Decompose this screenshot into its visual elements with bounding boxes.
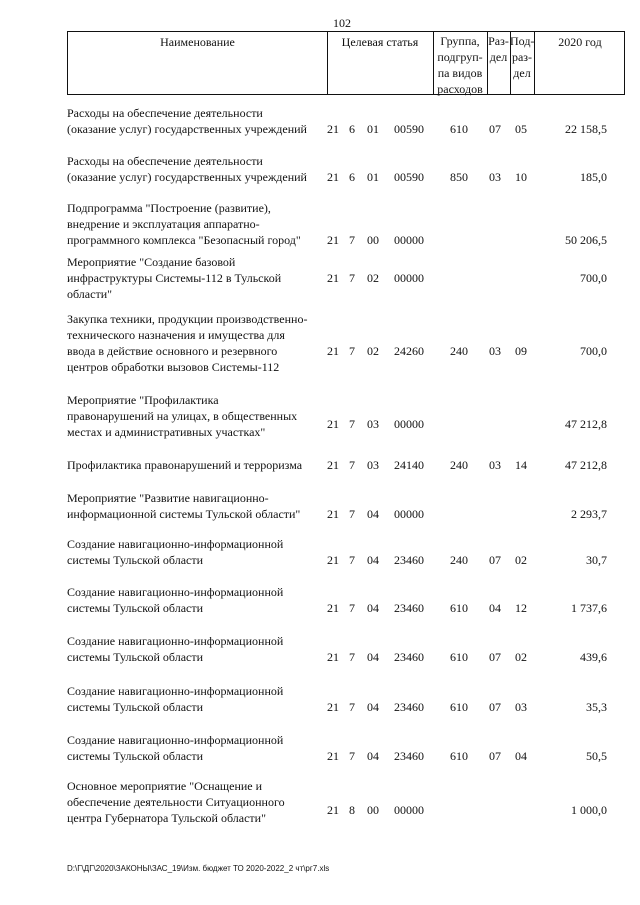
target-article-part: 21 <box>327 417 339 431</box>
amount-2020: 30,7 <box>586 553 607 567</box>
razdel: 07 <box>489 122 501 136</box>
row-name <box>67 778 327 826</box>
target-article-part: 21 <box>327 458 339 472</box>
target-article-part: 23460 <box>394 553 424 567</box>
target-article-part: 04 <box>367 749 379 763</box>
target-article-part: 21 <box>327 601 339 615</box>
row-name <box>67 633 327 665</box>
amount-2020: 185,0 <box>580 170 607 184</box>
amount-2020: 35,3 <box>586 700 607 714</box>
target-article-part: 00000 <box>394 803 424 817</box>
target-article-part: 6 <box>349 170 355 184</box>
podrazdel: 02 <box>515 650 527 664</box>
row-name-line: информационной системы Тульской области" <box>67 507 301 521</box>
row-name-line: инфраструктуры Системы-112 в Тульской <box>67 271 282 285</box>
row-name-line: системы Тульской области <box>67 650 204 664</box>
expense-group: 240 <box>450 458 468 472</box>
amount-2020: 50 206,5 <box>565 233 607 247</box>
row-name <box>67 254 327 302</box>
row-name-line: Создание навигационно-информационной <box>67 634 284 648</box>
target-article-part: 21 <box>327 803 339 817</box>
row-name-line: системы Тульской области <box>67 553 204 567</box>
row-name-line: Основное мероприятие "Оснащение и <box>67 779 263 793</box>
row-name <box>67 153 327 185</box>
row-name-line: Создание навигационно-информационной <box>67 537 284 551</box>
target-article-part: 04 <box>367 507 379 521</box>
header-podrazdel-line: раз- <box>511 50 533 64</box>
row-name-line: центра Губернатора Тульской области" <box>67 811 266 825</box>
podrazdel: 09 <box>515 344 527 358</box>
row-name-line: Расходы на обеспечение деятельности <box>67 154 263 168</box>
row-name <box>67 732 327 764</box>
row-name-line: Мероприятие "Профилактика <box>67 393 219 407</box>
target-article-part: 7 <box>349 344 355 358</box>
header-podrazdel-line: дел <box>513 66 531 80</box>
row-name-line: Профилактика правонарушений и терроризма <box>67 458 303 472</box>
header-name: Наименование <box>160 35 235 49</box>
razdel: 03 <box>489 458 501 472</box>
amount-2020: 47 212,8 <box>565 458 607 472</box>
target-article-part: 04 <box>367 650 379 664</box>
row-name-line: ввода в действие основного и резервного <box>67 344 278 358</box>
podrazdel: 12 <box>515 601 527 615</box>
podrazdel: 14 <box>515 458 527 472</box>
target-article-part: 23460 <box>394 601 424 615</box>
target-article-part: 00000 <box>394 507 424 521</box>
row-name <box>67 490 327 522</box>
target-article-part: 01 <box>367 122 379 136</box>
target-article-part: 02 <box>367 271 379 285</box>
target-article-part: 7 <box>349 700 355 714</box>
amount-2020: 2 293,7 <box>571 507 607 521</box>
razdel: 03 <box>489 344 501 358</box>
row-name-line: обеспечение деятельности Ситуационного <box>67 795 285 809</box>
row-name-line: центров обработки вызовов Системы-112 <box>67 360 280 374</box>
row-name-line: местах и административных участках" <box>67 425 266 439</box>
row-name-line: (оказание услуг) государственных учреждений <box>67 170 307 184</box>
row-name-line: системы Тульской области <box>67 700 204 714</box>
target-article-part: 00000 <box>394 417 424 431</box>
footer-file-path: D:\Г\ДГ\2020\ЗАКОНЫ\ЗАС_19\Изм. бюджет ТО 2020-2022_2 чт\рг7.xls <box>67 864 330 873</box>
target-article-part: 23460 <box>394 749 424 763</box>
row-name-line: Создание навигационно-информационной <box>67 733 284 747</box>
target-article-part: 21 <box>327 122 339 136</box>
page-number: 102 <box>333 16 351 30</box>
expense-group: 240 <box>450 344 468 358</box>
row-name <box>67 311 327 375</box>
target-article-part: 02 <box>367 344 379 358</box>
expense-group: 610 <box>450 749 468 763</box>
row-name-line: Создание навигационно-информационной <box>67 585 284 599</box>
row-name <box>67 200 327 248</box>
header-razdel-line: дел <box>489 50 508 64</box>
target-article-part: 21 <box>327 344 339 358</box>
header-razdel-line: Раз- <box>488 34 509 48</box>
amount-2020: 1 000,0 <box>571 803 607 817</box>
row-name-line: внедрение и эксплуатация аппаратно- <box>67 217 260 231</box>
podrazdel: 10 <box>515 170 527 184</box>
row-name-line: Закупка техники, продукции производственно- <box>67 312 308 326</box>
header-group-line: па видов <box>437 66 483 80</box>
target-article-part: 7 <box>349 749 355 763</box>
amount-2020: 47 212,8 <box>565 417 607 431</box>
amount-2020: 439,6 <box>580 650 607 664</box>
row-name <box>67 392 327 440</box>
header-year: 2020 год <box>558 35 602 49</box>
target-article-part: 7 <box>349 650 355 664</box>
podrazdel: 03 <box>515 700 527 714</box>
amount-2020: 700,0 <box>580 271 607 285</box>
header-podrazdel <box>510 32 534 94</box>
target-article-part: 24140 <box>394 458 424 472</box>
razdel: 07 <box>489 700 501 714</box>
target-article-part: 04 <box>367 700 379 714</box>
row-name <box>67 457 327 473</box>
row-name <box>67 536 327 568</box>
row-name-line: Подпрограмма "Построение (развитие), <box>67 201 271 215</box>
expense-group: 610 <box>450 601 468 615</box>
row-name-line: (оказание услуг) государственных учреждений <box>67 122 307 136</box>
target-article-part: 00590 <box>394 170 424 184</box>
target-article-part: 21 <box>327 700 339 714</box>
razdel: 07 <box>489 553 501 567</box>
target-article-part: 7 <box>349 507 355 521</box>
podrazdel: 04 <box>515 749 527 763</box>
target-article-part: 04 <box>367 553 379 567</box>
header-group-line: подгруп- <box>437 50 483 64</box>
target-article-part: 03 <box>367 458 379 472</box>
row-name-line: технического назначения и имущества для <box>67 328 285 342</box>
target-article-part: 8 <box>349 803 355 817</box>
target-article-part: 21 <box>327 507 339 521</box>
target-article-part: 7 <box>349 417 355 431</box>
row-name <box>67 105 327 137</box>
row-name-line: системы Тульской области <box>67 749 204 763</box>
target-article-part: 23460 <box>394 650 424 664</box>
razdel: 04 <box>489 601 501 615</box>
target-article-part: 01 <box>367 170 379 184</box>
amount-2020: 700,0 <box>580 344 607 358</box>
target-article-part: 21 <box>327 650 339 664</box>
row-name-line: Создание навигационно-информационной <box>67 684 284 698</box>
expense-group: 610 <box>450 122 468 136</box>
podrazdel: 05 <box>515 122 527 136</box>
header-podrazdel-line: Под- <box>510 34 535 48</box>
expense-group: 850 <box>450 170 468 184</box>
row-name-line: программного комплекса "Безопасный город" <box>67 233 301 247</box>
row-name-line: Мероприятие "Развитие навигационно- <box>67 491 269 505</box>
target-article-part: 7 <box>349 553 355 567</box>
row-name-line: правонарушений на улицах, в общественных <box>67 409 298 423</box>
target-article-part: 7 <box>349 458 355 472</box>
target-article-part: 00000 <box>394 233 424 247</box>
target-article-part: 7 <box>349 601 355 615</box>
row-name <box>67 584 327 616</box>
amount-2020: 50,5 <box>586 749 607 763</box>
razdel: 03 <box>489 170 501 184</box>
row-name-line: Расходы на обеспечение деятельности <box>67 106 263 120</box>
target-article-part: 21 <box>327 233 339 247</box>
amount-2020: 22 158,5 <box>565 122 607 136</box>
amount-2020: 1 737,6 <box>571 601 607 615</box>
row-name-line: Мероприятие "Создание базовой <box>67 255 236 269</box>
target-article-part: 21 <box>327 749 339 763</box>
expense-group: 610 <box>450 700 468 714</box>
target-article-part: 7 <box>349 233 355 247</box>
header-group-line: Группа, <box>440 34 480 48</box>
header-razdel <box>487 32 510 94</box>
target-article-part: 7 <box>349 271 355 285</box>
target-article-part: 23460 <box>394 700 424 714</box>
header-group-line: расходов <box>437 82 483 96</box>
target-article-part: 00000 <box>394 271 424 285</box>
target-article-part: 24260 <box>394 344 424 358</box>
razdel: 07 <box>489 749 501 763</box>
row-name-line: системы Тульской области <box>67 601 204 615</box>
target-article-part: 21 <box>327 271 339 285</box>
target-article-part: 00590 <box>394 122 424 136</box>
target-article-part: 21 <box>327 170 339 184</box>
expense-group: 240 <box>450 553 468 567</box>
podrazdel: 02 <box>515 553 527 567</box>
razdel: 07 <box>489 650 501 664</box>
expense-group: 610 <box>450 650 468 664</box>
header-target-article: Целевая статья <box>341 35 419 49</box>
row-name <box>67 683 327 715</box>
target-article-part: 00 <box>367 803 379 817</box>
table-header <box>67 31 625 95</box>
row-name-line: области" <box>67 287 113 301</box>
header-group <box>433 32 487 94</box>
target-article-part: 00 <box>367 233 379 247</box>
target-article-part: 04 <box>367 601 379 615</box>
target-article-part: 21 <box>327 553 339 567</box>
target-article-part: 6 <box>349 122 355 136</box>
target-article-part: 03 <box>367 417 379 431</box>
